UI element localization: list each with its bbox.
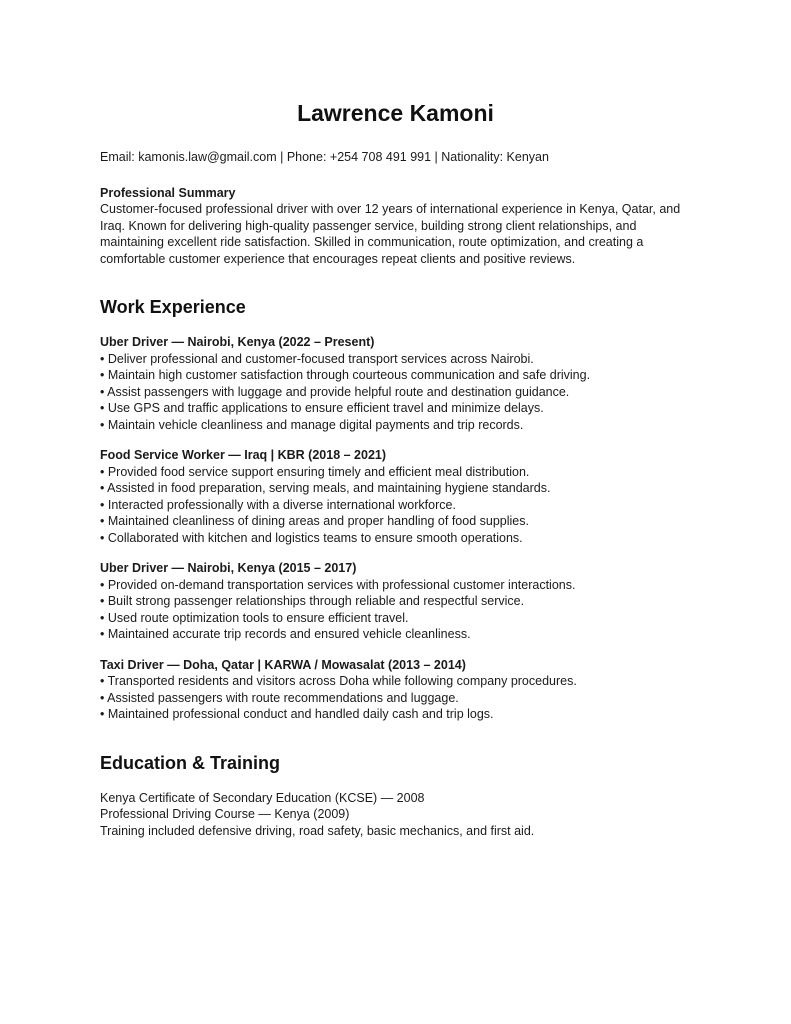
job-bullet: • Built strong passenger relationships through reliable and respectful service.: [100, 594, 525, 608]
summary-heading: Professional Summary: [100, 185, 236, 200]
job-entry-uber-2022: [100, 334, 691, 433]
job-bullet: • Provided food service support ensuring timely and efficient meal distribution.: [100, 464, 530, 479]
education-line: Professional Driving Course — Kenya (2009): [100, 807, 350, 821]
job-title: Uber Driver — Nairobi, Kenya (2022 – Present): [100, 335, 375, 349]
job-bullet: • Maintain high customer satisfaction through courteous communication and safe driving.: [100, 368, 591, 382]
job-bullet: • Maintain vehicle cleanliness and manage digital payments and trip records.: [100, 417, 524, 432]
summary-section: [100, 185, 691, 268]
job-entry-taxi-2013: [100, 657, 691, 723]
job-bullet: • Used route optimization tools to ensure efficient travel.: [100, 610, 409, 625]
job-bullet: • Use GPS and traffic applications to ensure efficient travel and minimize delays.: [100, 401, 544, 415]
job-entry-uber-2015: [100, 560, 691, 643]
education-line: Training included defensive driving, road safety, basic mechanics, and first aid.: [100, 823, 535, 838]
job-bullet: • Assisted passengers with route recommendations and luggage.: [100, 690, 459, 705]
education-line: Kenya Certificate of Secondary Education (KCSE) — 2008: [100, 790, 425, 805]
job-title: Uber Driver — Nairobi, Kenya (2015 – 2017): [100, 561, 357, 575]
job-bullet: • Deliver professional and customer-focused transport services across Nairobi.: [100, 351, 534, 366]
job-bullet: • Collaborated with kitchen and logistics teams to ensure smooth operations.: [100, 530, 523, 545]
work-experience-heading: Work Experience: [100, 297, 246, 317]
job-entry-kbr-2018: [100, 447, 691, 546]
education-section: [100, 790, 691, 840]
job-bullet: • Maintained cleanliness of dining areas and proper handling of food supplies.: [100, 514, 529, 528]
job-bullet: • Interacted professionally with a diverse international workforce.: [100, 497, 456, 512]
job-title: Food Service Worker — Iraq | KBR (2018 – 2021): [100, 448, 387, 462]
contact-line: Email: kamonis.law@gmail.com | Phone: +254 708 491 991 | Nationality: Kenyan: [100, 150, 549, 164]
education-heading: Education & Training: [100, 752, 281, 773]
job-bullet: • Maintained professional conduct and handled daily cash and trip logs.: [100, 707, 494, 721]
job-bullet: • Maintained accurate trip records and ensured vehicle cleanliness.: [100, 627, 471, 641]
job-title: Taxi Driver — Doha, Qatar | KARWA / Mowasalat (2013 – 2014): [100, 657, 466, 672]
job-bullet: • Assist passengers with luggage and provide helpful route and destination guidance.: [100, 384, 570, 399]
page-title: Lawrence Kamoni: [297, 100, 494, 126]
summary-text: Customer-focused professional driver with over 12 years of international experience in Kenya, Qatar, and Iraq. Known for delivering high-quality passenger service, building strong client relationships, and maintaining excellent ride satisfaction. Skilled in communication, route optimization, and creating a comfortable customer experience that encourages repeat clients and positive reviews.: [100, 202, 681, 266]
job-bullet: • Transported residents and visitors across Doha while following company procedures.: [100, 674, 577, 688]
job-bullet: • Provided on-demand transportation services with professional customer interactions.: [100, 577, 576, 592]
job-bullet: • Assisted in food preparation, serving meals, and maintaining hygiene standards.: [100, 481, 551, 495]
